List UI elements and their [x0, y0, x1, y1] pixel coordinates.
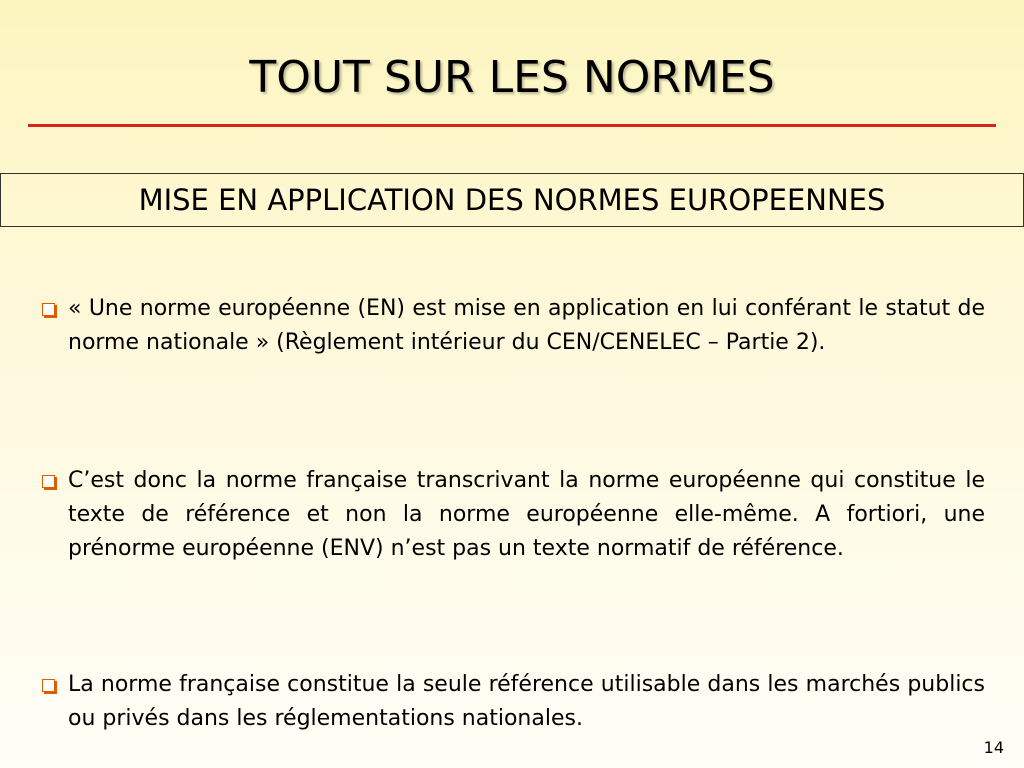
bullet-text-2: C’est donc la norme française transcrivant la norme européenne qui constitue le texte de référence et non la norme européenne elle-même. A fortiori, une prénorme européenne (ENV) n’est pas un texte normatif de référence.	[68, 468, 985, 561]
page-number: 14	[983, 738, 1004, 757]
section-subtitle: MISE EN APPLICATION DES NORMES EUROPEENNES	[0, 173, 1024, 227]
bullet-item-2	[40, 464, 985, 566]
slide-title: TOUT SUR LES NORMES	[249, 52, 775, 103]
checkbox-square-icon	[42, 303, 55, 316]
checkbox-square-icon	[42, 475, 55, 488]
bullet-text-1: « Une norme européenne (EN) est mise en application en lui conférant le statut de norme nationale » (Règlement intérieur du CEN/CENELEC – Partie 2).	[68, 296, 985, 355]
bullet-item-3	[40, 668, 985, 736]
checkbox-square-icon	[42, 679, 55, 692]
bullet-item-1	[40, 292, 985, 360]
title-divider	[28, 124, 996, 127]
bullet-text-3: La norme française constitue la seule référence utilisable dans les marchés publics ou privés dans les réglementations nationales.	[68, 672, 985, 731]
